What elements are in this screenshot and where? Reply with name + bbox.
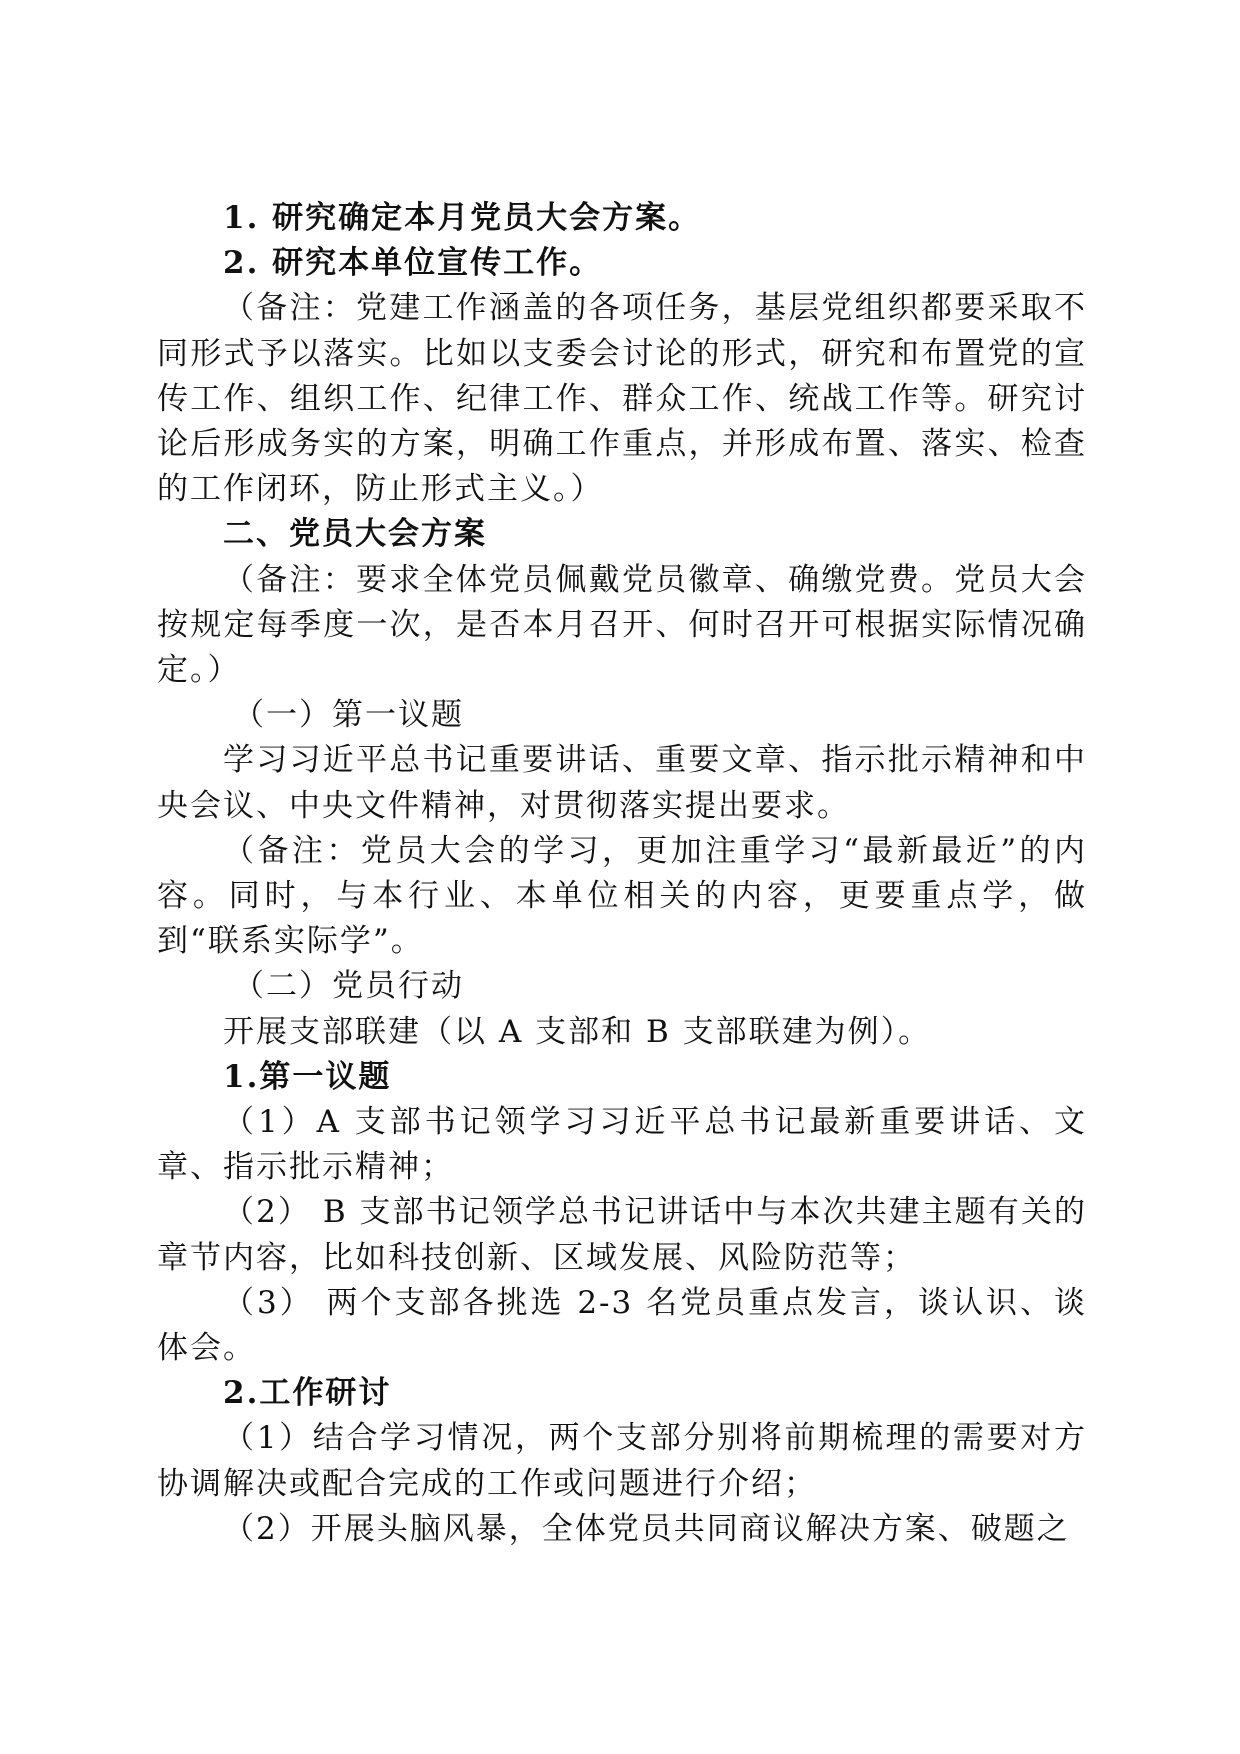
list-item-branch-b-study: （2） B 支部书记领学总书记讲话中与本次共建主题有关的章节内容，比如科技创新、区域发展、风险防范等；: [157, 1194, 1087, 1276]
list-item-member-speeches: （3） 两个支部各挑选 2-3 名党员重点发言，谈认识、谈体会。: [157, 1284, 1087, 1367]
subheading-first-topic: （一）第一议题: [233, 697, 464, 734]
paragraph-item-1-heading: 1. 研究确定本月党员大会方案。: [223, 200, 702, 236]
paragraph-branch-joint-build: 开展支部联建（以 A 支部和 B 支部联建为例）。: [223, 1013, 932, 1050]
paragraph-note-meeting-requirements: （备注：要求全体党员佩戴党员徽章、确缴党费。党员大会按规定每季度一次，是否本月召开、何时召开可根据实际情况确定。）: [157, 561, 1087, 689]
paragraph-item-2-heading: 2. 研究本单位宣传工作。: [223, 245, 603, 282]
heading-work-discussion: 2.工作研讨: [223, 1375, 392, 1412]
paragraph-note-party-work: （备注：党建工作涵盖的各项任务，基层党组织都要采取不同形式予以落实。比如以支委会讨论的形式，研究和布置党的宣传工作、组织工作、纪律工作、群众工作、统战工作等。研究讨论后形成务实的方案，明确工作重点，并形成布置、落实、检查的工作闭环，防止形式主义。）: [157, 290, 1087, 508]
subheading-member-action: （二）党员行动: [233, 968, 464, 1005]
heading-first-topic-numbered: 1.第一议题: [223, 1058, 392, 1095]
paragraph-note-study-focus: （备注：党员大会的学习，更加注重学习“最新最近”的内容。同时，与本行业、本单位相关的内容，更要重点学，做到“联系实际学”。: [157, 832, 1087, 960]
section-heading-party-meeting: 二、党员大会方案: [223, 516, 487, 553]
document-body: [157, 196, 1087, 1552]
list-item-brainstorm: （2）开展头脑风暴，全体党员共同商议解决方案、破题之: [223, 1510, 1070, 1547]
paragraph-study-content: 学习习近平总书记重要讲话、重要文章、指示批示精神和中央会议、中央文件精神，对贯彻落实提出要求。: [157, 742, 1087, 824]
list-item-branch-a-study: （1）A 支部书记领学习习近平总书记最新重要讲话、文章、指示批示精神；: [157, 1104, 1087, 1186]
list-item-issue-introduction: （1）结合学习情况，两个支部分别将前期梳理的需要对方协调解决或配合完成的工作或问题进行介绍；: [157, 1420, 1087, 1502]
